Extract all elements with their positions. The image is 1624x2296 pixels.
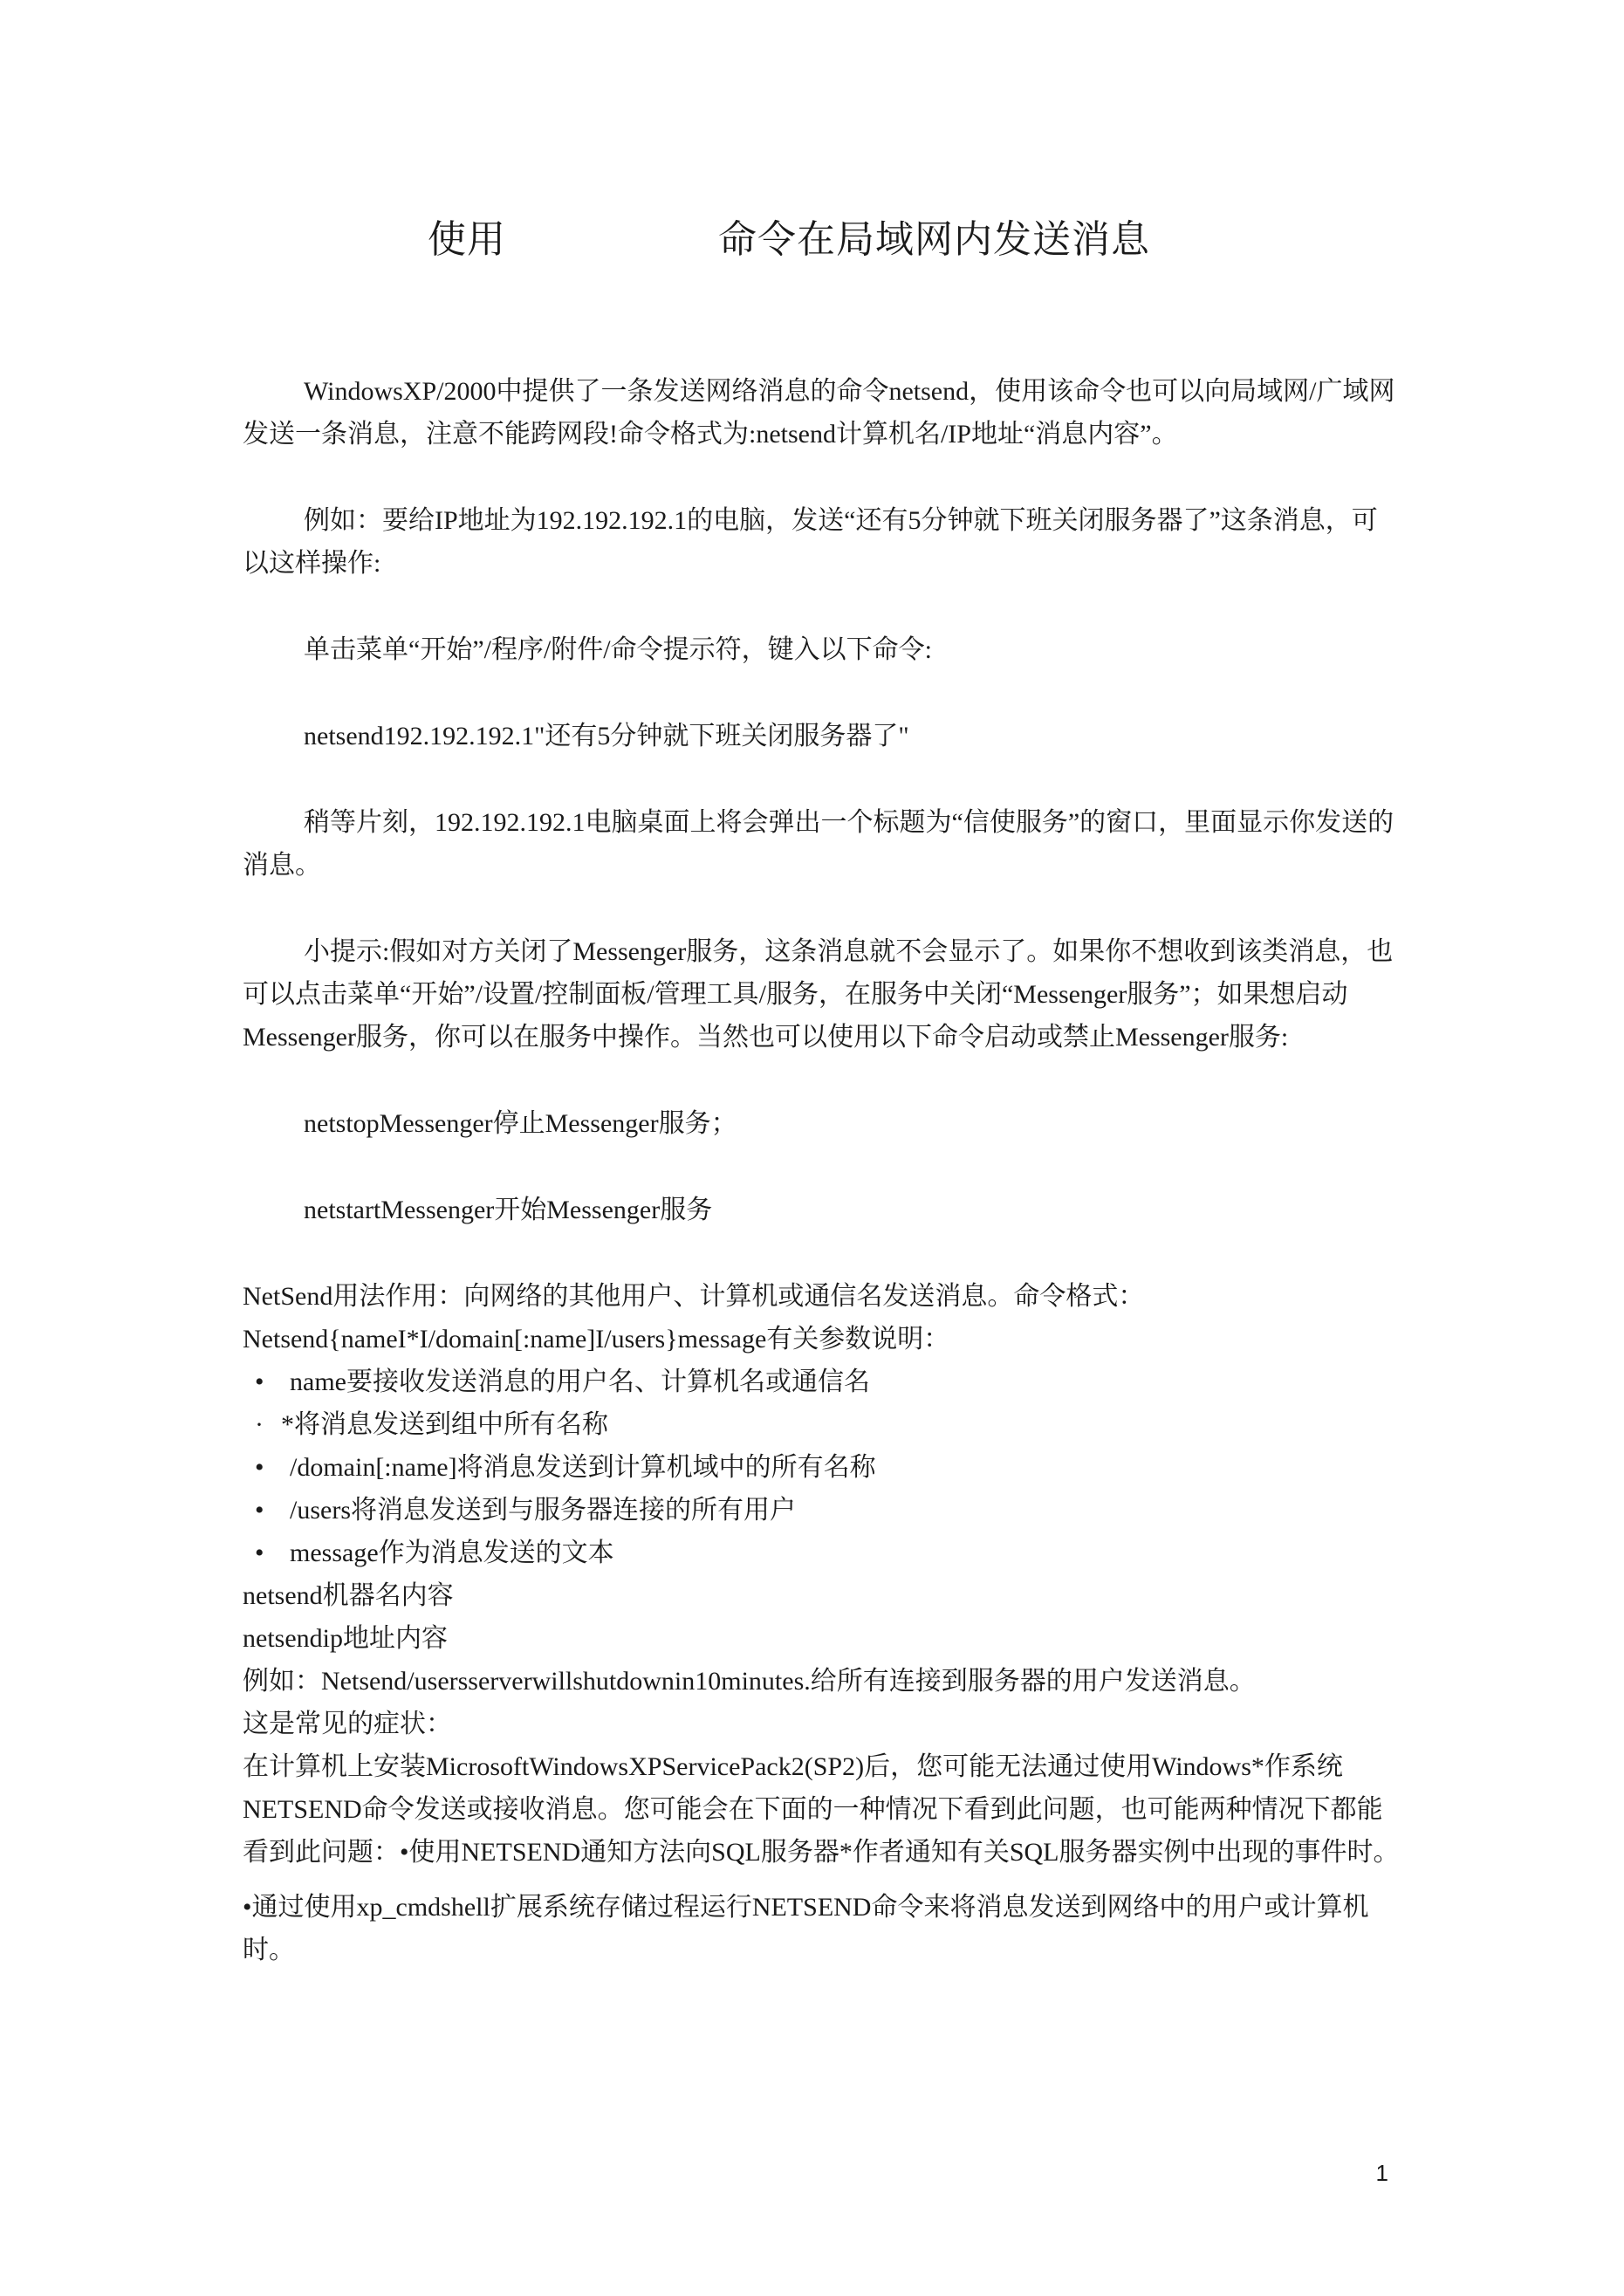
title-part-2: 命令在局域网内发送消息 <box>718 217 1150 262</box>
page-number: 1 <box>1375 2160 1388 2186</box>
symptoms-paragraph: 在计算机上安装MicrosoftWindowsXPServicePack2(SP2)后，您可能无法通过使用Windows*作系统NETSEND命令发送或接收消息。您可能会在下面的一种情况下看到此问题，也可能两种情况下都能看到此问题：•使用NETSEND通知方法向SQL服务器*作者通知有关SQL服务器实例中出现的事件时。 <box>243 1752 1400 1867</box>
start-command: netstartMessenger开始Messenger服务 <box>304 1196 713 1224</box>
bullet-icon: • <box>255 1539 264 1567</box>
title-part-1: 使用 <box>428 217 506 262</box>
document-body <box>243 370 1403 1971</box>
command-example: netsend192.192.192.1"还有5分钟就下班关闭服务器了" <box>304 722 909 750</box>
symptoms-heading: 这是常见的症状： <box>243 1710 452 1738</box>
page-title <box>428 208 1213 269</box>
stop-command: netstopMessenger停止Messenger服务； <box>304 1109 737 1138</box>
parameter-list <box>243 1360 1403 1574</box>
bullet-icon: • <box>255 1496 264 1525</box>
bullet-icon: • <box>255 1367 264 1396</box>
xp-cmdshell-paragraph: •通过使用xp_cmdshell扩展系统存储过程运行NETSEND命令来将消息发送到网络中的用户或计算机时。 <box>243 1893 1369 1964</box>
result-paragraph: 稍等片刻，192.192.192.1电脑桌面上将会弹出一个标题为“信使服务”的窗口，里面显示你发送的消息。 <box>243 808 1394 880</box>
list-item: • message作为消息发送的文本 <box>243 1532 1403 1574</box>
bullet-icon: • <box>255 1453 264 1482</box>
syntax-line-name: netsend机器名内容 <box>243 1581 454 1610</box>
intro-paragraph: WindowsXP/2000中提供了一条发送网络消息的命令netsend，使用该命令也可以向局域网/广域网发送一条消息，注意不能跨网段!命令格式为:netsend计算机名/IP地址“消息内容”。 <box>243 377 1395 449</box>
steps-paragraph: 单击菜单“开始”/程序/附件/命令提示符，键入以下命令: <box>304 635 932 664</box>
syntax-line-ip: netsendip地址内容 <box>243 1624 448 1653</box>
usage-example: 例如：Netsend/usersserverwillshutdownin10minutes.给所有连接到服务器的用户发送消息。 <box>243 1667 1256 1696</box>
list-item: • name要接收发送消息的用户名、计算机名或通信名 <box>243 1360 1403 1403</box>
list-item: • /domain[:name]将消息发送到计算机域中的所有名称 <box>243 1446 1403 1489</box>
usage-paragraph: NetSend用法作用：向网络的其他用户、计算机或通信名发送消息。命令格式：Netsend{nameI*I/domain[:name]I/users}message有关参数说明： <box>243 1282 1145 1354</box>
tip-paragraph: 小提示:假如对方关闭了Messenger服务，这条消息就不会显示了。如果你不想收到该类消息，也可以点击菜单“开始”/设置/控制面板/管理工具/服务，在服务中关闭“Messenger服务”；如果想启动Messenger服务，你可以在服务中操作。当然也可以使用以下命令启动或禁止Messenger服务: <box>243 937 1394 1052</box>
list-item: · *将消息发送到组中所有名称 <box>243 1403 1403 1446</box>
list-item: • /users将消息发送到与服务器连接的所有用户 <box>243 1489 1403 1532</box>
bullet-icon: · <box>255 1410 264 1439</box>
example-paragraph: 例如：要给IP地址为192.192.192.1的电脑，发送“还有5分钟就下班关闭服务器了”这条消息，可以这样操作: <box>243 506 1378 578</box>
